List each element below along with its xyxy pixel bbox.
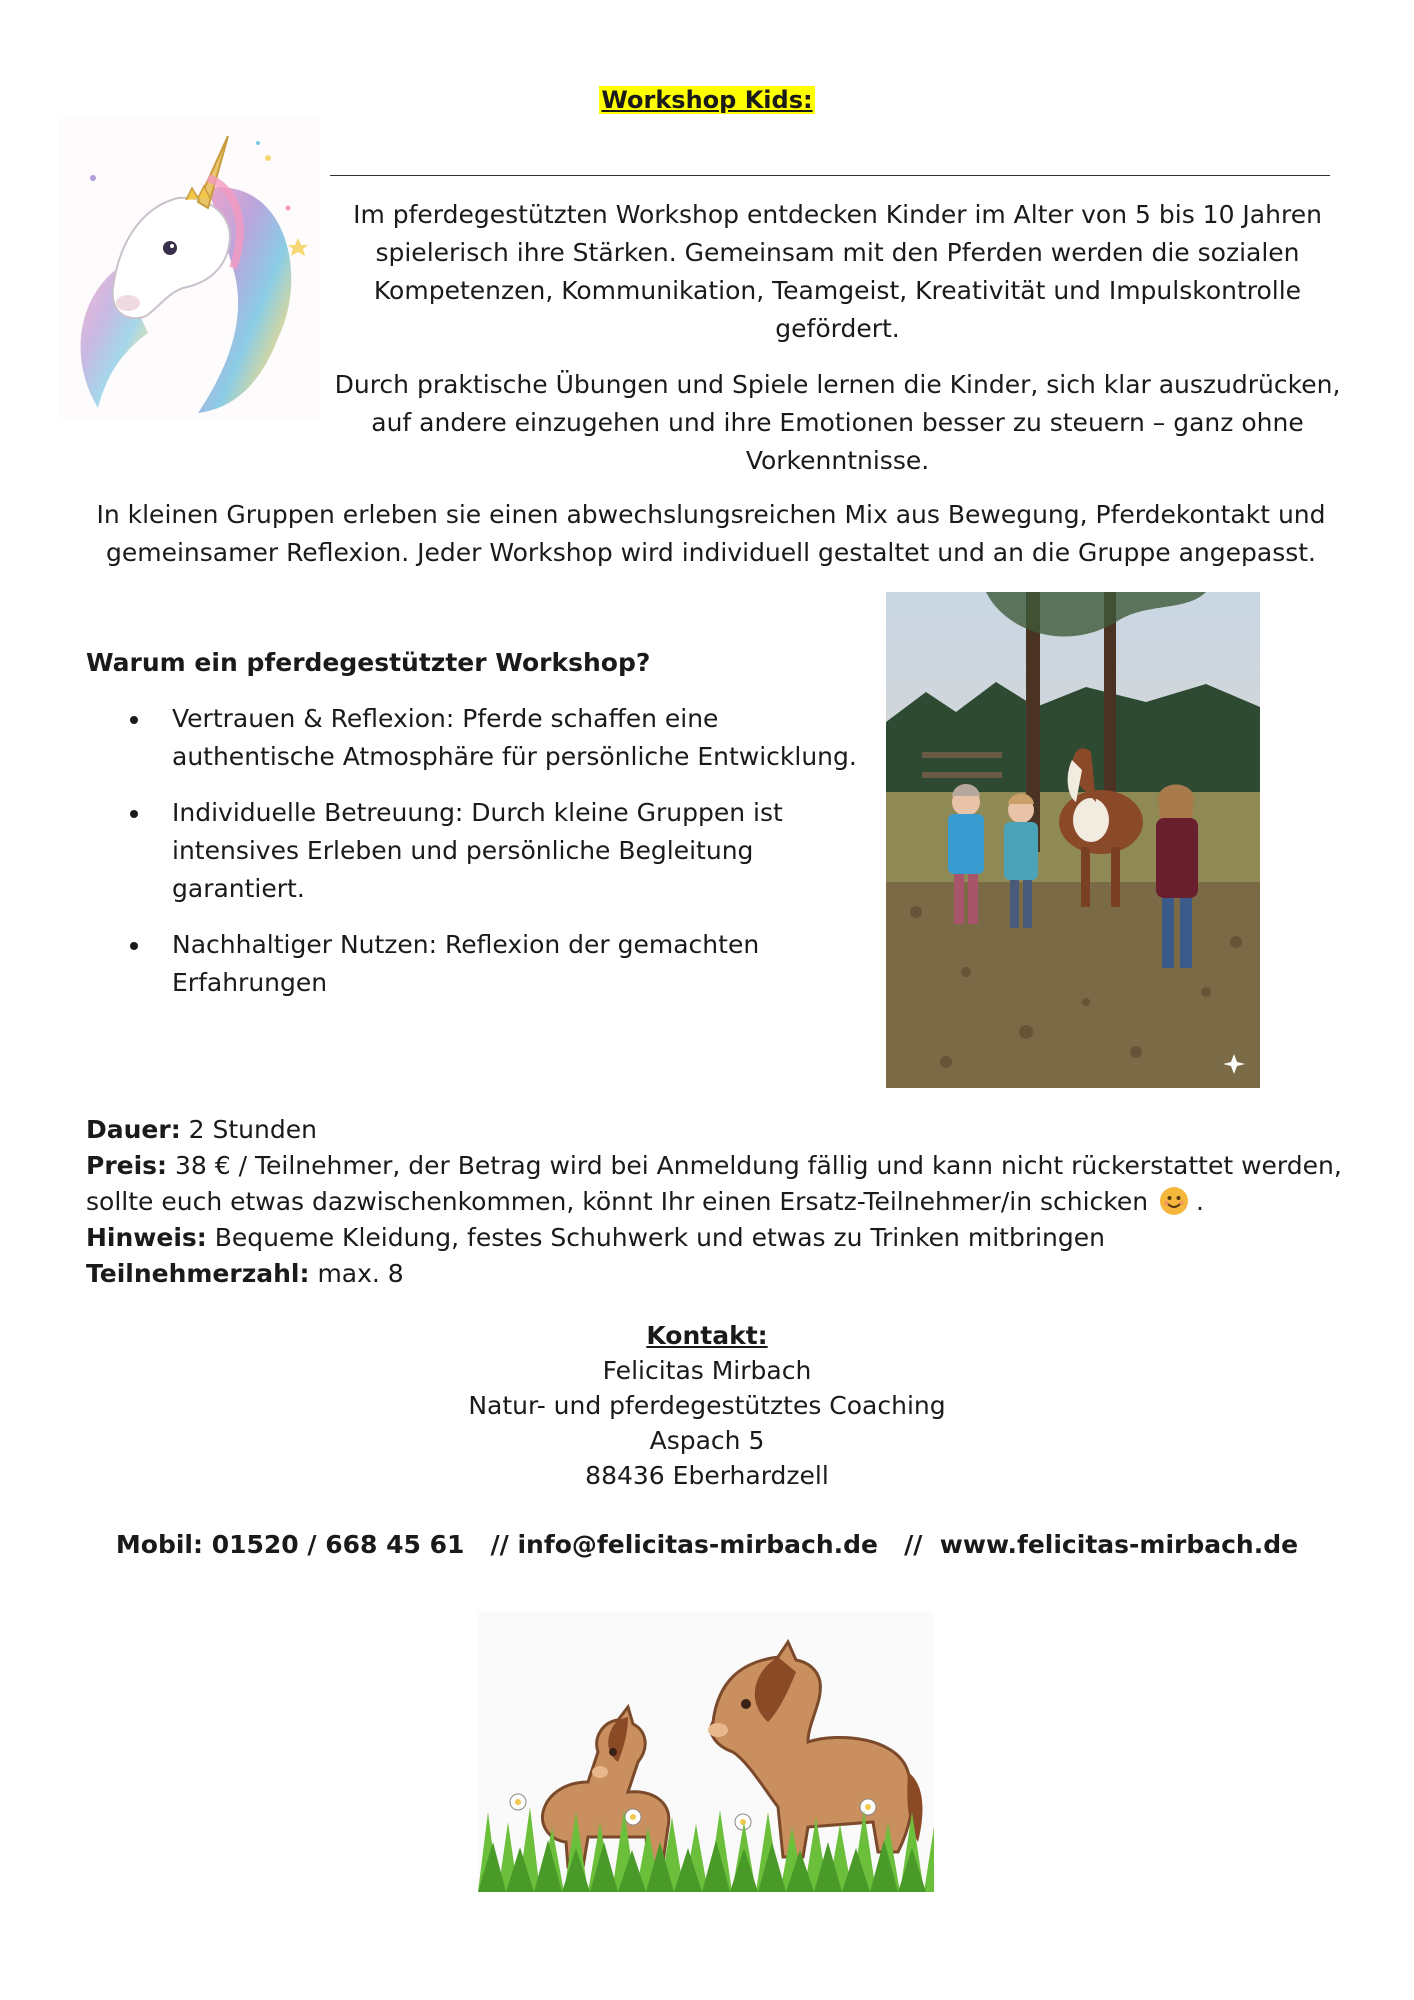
participants-value: max. 8 — [309, 1259, 404, 1288]
kids-horse-photo — [886, 592, 1260, 1088]
details-block — [86, 1112, 1346, 1292]
page-title — [0, 86, 1414, 114]
list-item-text: Vertrauen & Reflexion: Pferde schaffen eine authentische Atmosphäre für persönliche Entwicklung. — [172, 704, 857, 771]
bullet-icon — [130, 716, 138, 724]
intro-paragraph-1: Im pferdegestützten Workshop entdecken Kinder im Alter von 5 bis 10 Jahren spielerisch ihre Stärken. Gemeinsam mit den Pferden werden die sozialen Kompetenzen, Kommunikation, Teamgeist, Kreativität und Impulskontrolle gefördert. — [353, 200, 1322, 343]
horses-illustration — [478, 1612, 934, 1892]
divider-line — [330, 175, 1330, 176]
duration-label: Dauer: — [86, 1115, 181, 1144]
contact-name: Felicitas Mirbach — [602, 1356, 812, 1385]
intro-paragraph-3: In kleinen Gruppen erleben sie einen abwechslungsreichen Mix aus Bewegung, Pferdekontakt und gemeinsamer Reflexion. Jeder Workshop wird individuell gestaltet und an die Gruppe angepasst. — [96, 500, 1326, 567]
note-line — [86, 1220, 1346, 1256]
contact-city: 88436 Eberhardzell — [585, 1461, 829, 1490]
list-item — [86, 700, 866, 776]
duration-value: 2 Stunden — [180, 1115, 317, 1144]
list-item — [86, 926, 866, 1002]
participants-line — [86, 1256, 1346, 1292]
price-end: . — [1188, 1187, 1204, 1216]
contact-company: Natur- und pferdegestütztes Coaching — [468, 1391, 946, 1420]
price-line — [86, 1148, 1346, 1220]
contact-heading: Kontakt: — [646, 1321, 768, 1350]
title-text: Workshop Kids: — [601, 86, 813, 114]
smiley-icon — [1160, 1187, 1188, 1215]
bullet-icon — [130, 942, 138, 950]
note-label: Hinweis: — [86, 1223, 207, 1252]
why-list — [86, 700, 866, 1020]
list-item-text: Nachhaltiger Nutzen: Reflexion der gemachten Erfahrungen — [172, 930, 760, 997]
price-label: Preis: — [86, 1151, 168, 1180]
note-value: Bequeme Kleidung, festes Schuhwerk und etwas zu Trinken mitbringen — [206, 1223, 1105, 1252]
list-item-text: Individuelle Betreuung: Durch kleine Gruppen ist intensives Erleben und persönliche Begleitung garantiert. — [172, 798, 783, 903]
contact-street: Aspach 5 — [649, 1426, 765, 1455]
participants-label: Teilnehmerzahl: — [86, 1259, 310, 1288]
intro-paragraph-2: Durch praktische Übungen und Spiele lernen die Kinder, sich klar auszudrücken, auf andere einzugehen und ihre Emotionen besser zu steuern – ganz ohne Vorkenntnisse. — [334, 370, 1341, 475]
unicorn-illustration — [58, 118, 320, 418]
duration-line — [86, 1112, 1346, 1148]
contact-line: Mobil: 01520 / 668 45 61 // info@felicitas-mirbach.de // www.felicitas-mirbach.de — [115, 1530, 1299, 1559]
why-heading: Warum ein pferdegestützter Workshop? — [86, 648, 651, 677]
bullet-icon — [130, 810, 138, 818]
price-value: 38 € / Teilnehmer, der Betrag wird bei Anmeldung fällig und kann nicht rückerstattet werden, sollte euch etwas dazwischenkommen, könnt Ihr einen Ersatz-Teilnehmer/in schicken — [86, 1151, 1342, 1216]
list-item — [86, 794, 866, 908]
contact-block — [0, 1318, 1414, 1493]
